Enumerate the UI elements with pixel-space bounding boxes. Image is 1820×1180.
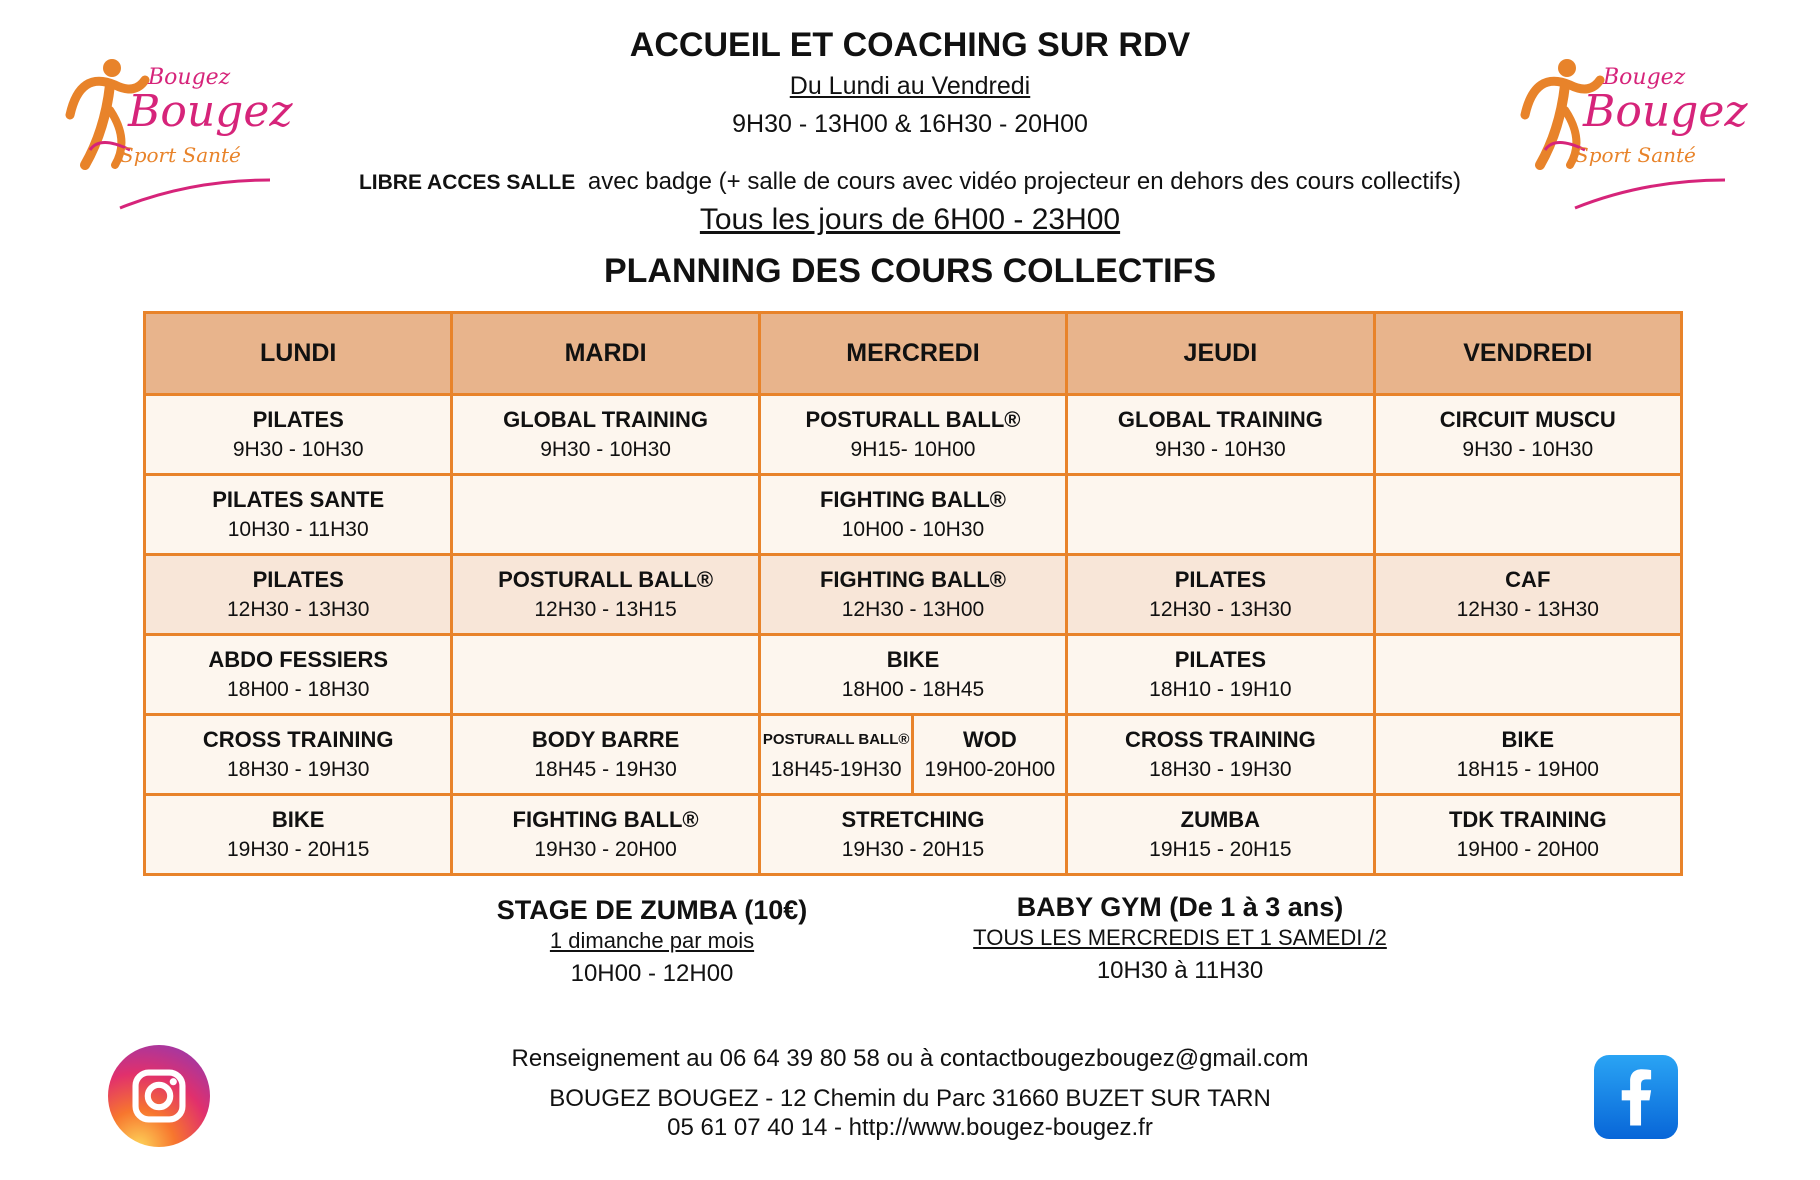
class-cell (145, 475, 452, 555)
class-cell (1374, 715, 1681, 795)
class-time: 18H45-19H30 (770, 757, 902, 781)
planning-title: PLANNING DES COURS COLLECTIFS (603, 252, 1217, 290)
class-cell (145, 795, 452, 875)
class-time: 19H30 - 20H15 (226, 837, 370, 861)
class-name: POSTURALL BALL® (805, 406, 1021, 432)
class-time: 9H30 - 10H30 (1462, 437, 1594, 461)
table-row (145, 715, 1682, 795)
day-header: MARDI (452, 313, 759, 395)
class-time: 9H30 - 10H30 (232, 437, 364, 461)
day-header-row (145, 313, 1682, 395)
class-name: BIKE (1501, 726, 1555, 752)
class-name: TDK TRAINING (1448, 806, 1607, 832)
class-time: 18H15 - 19H00 (1456, 757, 1599, 781)
table-row (145, 475, 1682, 555)
class-time: 19H15 - 20H15 (1149, 837, 1292, 861)
class-cell-empty (452, 635, 759, 715)
class-cell-empty (1067, 475, 1374, 555)
class-time: 19H30 - 20H00 (534, 837, 677, 861)
class-time: 10H30 - 11H30 (227, 517, 369, 541)
libre-acces-label: LIBRE ACCES SALLE (358, 171, 576, 194)
table-row (145, 635, 1682, 715)
stage-zumba-hours: 10H00 - 12H00 (570, 960, 734, 987)
baby-gym-title: BABY GYM (De 1 à 3 ans) (1016, 892, 1344, 922)
stage-zumba-title: STAGE DE ZUMBA (10€) (496, 895, 808, 925)
header-title: ACCUEIL ET COACHING SUR RDV (629, 26, 1191, 64)
class-name: FIGHTING BALL® (819, 566, 1007, 592)
class-cell (145, 635, 452, 715)
class-name: BIKE (886, 646, 940, 672)
class-time: 12H30 - 13H30 (226, 597, 370, 621)
table-row (145, 395, 1682, 475)
baby-gym (930, 890, 1430, 990)
class-name: CROSS TRAINING (1125, 726, 1316, 752)
class-name: POSTURALL BALL® (762, 730, 910, 748)
class-name: CAF (1505, 566, 1551, 592)
class-cell (1067, 555, 1374, 635)
table-row (145, 555, 1682, 635)
class-name: PILATES (1174, 566, 1266, 592)
class-cell (145, 715, 452, 795)
class-name: POSTURALL BALL® (498, 566, 714, 592)
class-cell (1067, 635, 1374, 715)
class-cell (1374, 795, 1681, 875)
class-cell (145, 395, 452, 475)
class-time: 18H30 - 19H30 (226, 757, 370, 781)
class-cell (759, 555, 1066, 635)
class-cell (759, 635, 1066, 715)
logo-line2: Bougez (128, 86, 293, 137)
class-name: CROSS TRAINING (202, 726, 394, 752)
class-time: 12H30 - 13H15 (534, 597, 677, 621)
class-cell (452, 395, 759, 475)
header-days: Du Lundi au Vendredi (789, 72, 1031, 100)
header-hours: 9H30 - 13H00 & 16H30 - 20H00 (732, 110, 1088, 138)
stage-zumba (452, 893, 852, 993)
baby-gym-sub: TOUS LES MERCREDIS ET 1 SAMEDI /2 (973, 925, 1387, 950)
class-time: 19H00-20H00 (924, 757, 1056, 781)
class-cell (145, 555, 452, 635)
class-name: PILATES (252, 566, 344, 592)
baby-gym-hours: 10H30 à 11H30 (1096, 957, 1264, 984)
class-cell (1067, 795, 1374, 875)
table-row (145, 795, 1682, 875)
class-time: 9H30 - 10H30 (1154, 437, 1286, 461)
day-header: LUNDI (145, 313, 452, 395)
class-name: BODY BARRE (531, 726, 680, 752)
logo-tagline: Sport Santé (1575, 143, 1696, 167)
class-cell (452, 715, 759, 795)
class-time: 9H30 - 10H30 (540, 437, 671, 461)
split-right (911, 716, 1065, 793)
class-time: 9H15- 10H00 (850, 437, 976, 461)
class-name: FIGHTING BALL® (512, 806, 699, 832)
header-libre-acces (0, 168, 1820, 196)
class-time: 12H30 - 13H30 (1456, 597, 1599, 621)
day-header: VENDREDI (1374, 313, 1681, 395)
class-time: 19H30 - 20H15 (841, 837, 985, 861)
footer-address: BOUGEZ BOUGEZ - 12 Chemin du Parc 31660 BUZET SUR TARN (549, 1085, 1271, 1112)
split-cell (761, 716, 1065, 793)
class-cell-empty (1374, 475, 1681, 555)
class-time: 12H30 - 13H00 (841, 597, 985, 621)
class-name: PILATES SANTE (212, 486, 385, 512)
day-header: JEUDI (1067, 313, 1374, 395)
class-time: 12H30 - 13H30 (1149, 597, 1292, 621)
class-cell-empty (452, 475, 759, 555)
instagram-icon[interactable] (108, 1045, 210, 1147)
logo-line2: Bougez (1583, 86, 1748, 137)
header-tous-les-jours: Tous les jours de 6H00 - 23H00 (699, 203, 1121, 236)
class-cell (1067, 715, 1374, 795)
class-time: 19H00 - 20H00 (1456, 837, 1599, 861)
class-cell-empty (1374, 635, 1681, 715)
class-name: ZUMBA (1180, 806, 1261, 832)
libre-acces-text: avec badge (+ salle de cours avec vidéo projecteur en dehors des cours collectifs) (587, 168, 1462, 195)
class-time: 18H10 - 19H10 (1149, 677, 1292, 701)
planning-table (143, 311, 1683, 876)
logo-line1: Bougez (148, 65, 231, 90)
class-name: GLOBAL TRAINING (1117, 406, 1323, 432)
class-cell (759, 795, 1066, 875)
class-cell (759, 475, 1066, 555)
class-cell (759, 395, 1066, 475)
class-name: CIRCUIT MUSCU (1439, 406, 1616, 432)
class-cell (452, 555, 759, 635)
class-name: ABDO FESSIERS (208, 646, 389, 672)
class-name: PILATES (1174, 646, 1266, 672)
class-cell (1374, 555, 1681, 635)
class-time: 18H45 - 19H30 (534, 757, 677, 781)
class-name: FIGHTING BALL® (819, 486, 1007, 512)
logo-tagline: Sport Santé (120, 143, 241, 167)
class-time: 18H30 - 19H30 (1149, 757, 1292, 781)
class-name: GLOBAL TRAINING (503, 406, 709, 432)
footer-info: Renseignement au 06 64 39 80 58 ou à contactbougezbougez@gmail.com (511, 1045, 1309, 1072)
class-cell (452, 795, 759, 875)
class-cell-split (759, 715, 1066, 795)
class-cell (1067, 395, 1374, 475)
footer-phone-web: 05 61 07 40 14 - http://www.bougez-bougez.fr (667, 1114, 1153, 1141)
class-time: 18H00 - 18H30 (226, 677, 370, 701)
day-header: MERCREDI (759, 313, 1066, 395)
class-name: WOD (962, 726, 1017, 752)
class-name: STRETCHING (841, 806, 985, 832)
stage-zumba-sub: 1 dimanche par mois (549, 928, 755, 953)
facebook-icon[interactable] (1594, 1055, 1678, 1139)
split-left (761, 716, 912, 793)
class-name: PILATES (252, 406, 344, 432)
class-cell (1374, 395, 1681, 475)
class-time: 10H00 - 10H30 (841, 517, 985, 541)
class-name: BIKE (271, 806, 325, 832)
logo-line1: Bougez (1603, 65, 1686, 90)
class-time: 18H00 - 18H45 (841, 677, 985, 701)
